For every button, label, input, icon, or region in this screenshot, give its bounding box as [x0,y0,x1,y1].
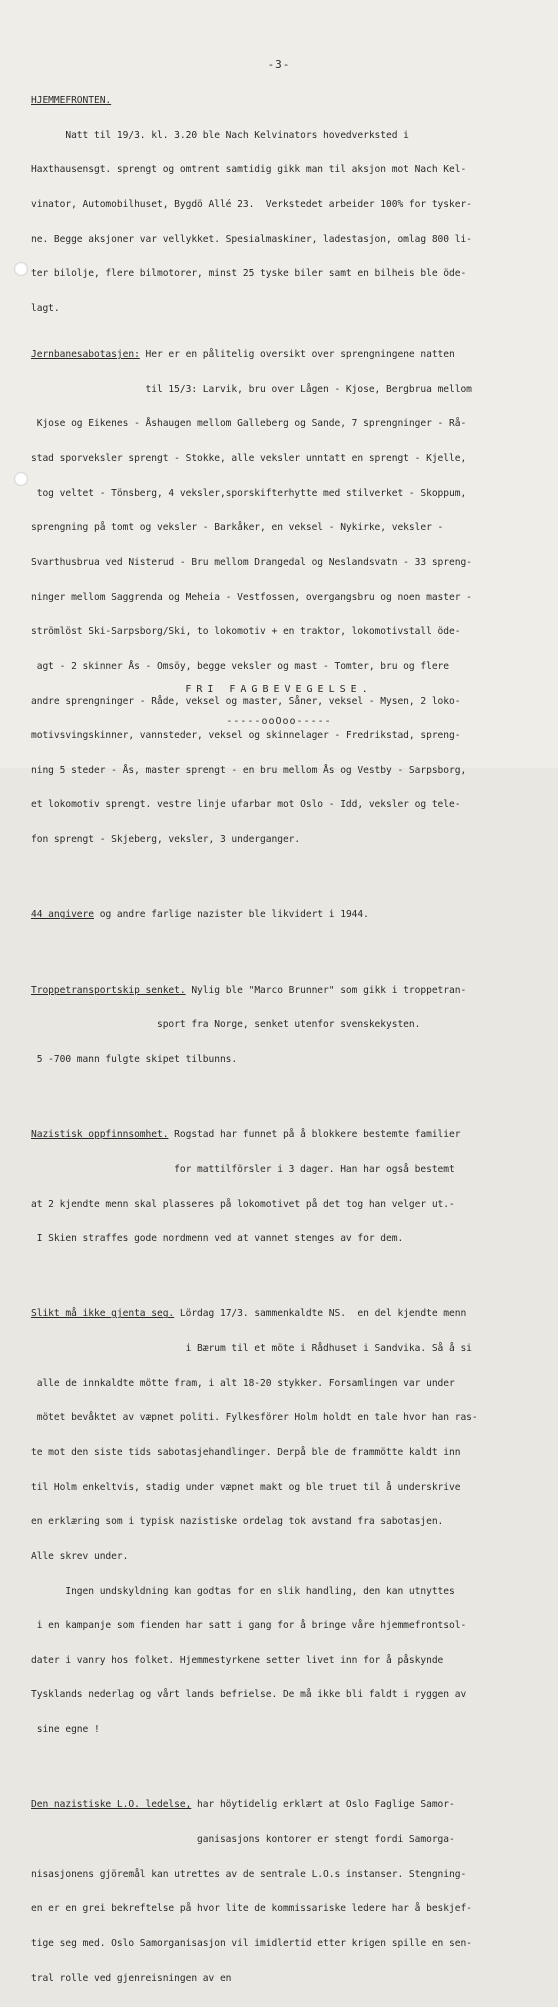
document-body [31,72,536,2007]
text-line: for mattilförsler i 3 dager. Han har også bestemt [31,1163,455,1175]
text-line: ning 5 steder - Ås, master sprengt - en bru mellom Ås og Vestby - Sarpsborg, [31,764,467,776]
text-line: i en kampanje som fienden har satt i gang for å bringe våre hjemmefrontsol- [31,1620,467,1632]
text-line: tige seg med. Oslo Samorganisasjon vil imidlertid etter krigen spille en sen- [31,1937,472,1949]
text-run: har höytidelig erklært at Oslo Faglige Samor- [191,1799,455,1811]
paragraph-first-line [31,909,536,921]
text-line: ter bilolje, flere bilmotorer, minst 25 tyske biler samt en bilheis ble öde- [31,268,467,280]
text-line: en er en grei bekreftelse på hvor lite de kommissariske ledere har å beskjef- [31,1903,472,1915]
text-line: dater i vanry hos folket. Hjemmestyrkene setter livet inn for å påskynde [31,1654,444,1666]
paragraph-first-line [31,1129,536,1141]
text-run: Lördag 17/3. sammenkaldte NS. en del kjendte menn [174,1308,467,1320]
text-line: andre sprengninger - Råde, veksel og master, Såner, veksel - Mysen, 2 loko- [31,695,461,707]
section-heading-lo-ledelse: Den nazistiske L.O. ledelse, [31,1799,192,1811]
text-line: vinator, Automobilhuset, Bygdö Allé 23. Verkstedet arbeider 100% for tysker- [31,199,472,211]
section-heading-hjemmefronten: HJEMMEFRONTEN. [31,95,112,107]
text-line: lagt. [31,302,60,314]
text-line: Tysklands nederlag og vårt lands befrielse. De må ikke bli faldt i ryggen av [31,1689,467,1701]
text-line: nisasjonens gjöremål kan utrettes av de sentrale L.O.s instanser. Stengning- [31,1868,467,1880]
text-line: fon sprengt - Skjeberg, veksler, 3 underganger. [31,834,301,846]
text-line: te mot den siste tids sabotasjehandlinger. Derpå ble de frammötte kaldt inn [31,1446,461,1458]
section-heading-jernbanesabotasjen: Jernbanesabotasjen: [31,349,140,361]
text-line: Alle skrev under. [31,1550,129,1562]
paragraph-first-line [31,985,536,997]
section-heading-troppetransportskip: Troppetransportskip senket. [31,984,186,996]
text-run: og andre farlige nazister ble likvidert i 1944. [94,909,369,921]
text-line: Kjose og Eikenes - Åshaugen mellom Galleberg og Sande, 7 sprengninger - Rå- [31,418,467,430]
text-line: Haxthausensgt. sprengt og omtrent samtidig gikk man til aksjon mot Nach Kel- [31,164,467,176]
text-run: Her er en pålitelig oversikt over sprengningene natten [139,349,455,361]
text-line: til Holm enkeltvis, stadig under væpnet makt og ble truet til å underskrive [31,1481,461,1493]
text-line: tral rolle ved gjenreisningen av en [31,1972,232,1984]
text-line: Natt til 19/3. kl. 3.20 ble Nach Kelvinators hovedverksted i [31,129,409,141]
paragraph-first-line [31,1799,536,1811]
text-line: ninger mellom Saggrenda og Meheia - Vestfossen, overgangsbru og noen master - [31,591,472,603]
text-line: strömlöst Ski-Sarpsborg/Ski, to lokomotiv + en traktor, lokomotivstall öde- [31,626,461,638]
text-line: 5 -700 mann fulgte skipet tilbunns. [31,1053,238,1065]
text-line: til 15/3: Larvik, bru over Lågen - Kjose, Bergbrua mellom [31,383,472,395]
text-line: ne. Begge aksjoner var vellykket. Spesialmaskiner, ladestasjon, omlag 800 li- [31,233,472,245]
closing-signature: FRI FAGBEVEGELSE. [185,684,373,695]
text-line: at 2 kjendte menn skal plasseres på lokomotivet på det tog han velger ut.- [31,1198,455,1210]
text-line: alle de innkaldte mötte fram, i alt 18-20 stykker. Forsamlingen var under [31,1377,455,1389]
punch-hole [14,262,28,276]
text-line: agt - 2 skinner Ås - Omsöy, begge veksler og mast - Tomter, bru og flere [31,660,449,672]
text-line: motivsvingskinner, vannsteder, veksel og skinnelager - Fredrikstad, spreng- [31,730,461,742]
text-line: Ingen undskyldning kan godtas for en slik handling, den kan utnyttes [31,1585,455,1597]
paragraph-first-line [31,349,536,361]
text-line: Svarthusbrua ved Nisterud - Bru mellom Drangedal og Neslandsvatn - 33 spreng- [31,556,472,568]
text-run: Rogstad har funnet på å blokkere bestemte familier [168,1129,461,1141]
text-line: et lokomotiv sprengt. vestre linje ufarbar mot Oslo - Idd, veksler og tele- [31,799,461,811]
end-separator: -----ooOoo----- [226,716,332,727]
paragraph-first-line [31,1308,536,1320]
punch-hole [14,472,28,486]
text-line: mötet bevåktet av væpnet politi. Fylkesförer Holm holdt en tale hvor han ras- [31,1412,478,1424]
section-heading-oppfinnsomhet: Nazistisk oppfinnsomhet. [31,1129,169,1141]
page-number: -3- [267,58,291,71]
text-line: i Bærum til et möte i Rådhuset i Sandvika. Så å si [31,1343,472,1355]
text-line: sprengning på tomt og veksler - Barkåker, en veksel - Nykirke, veksler - [31,522,444,534]
text-line: tog veltet - Tönsberg, 4 veksler,sporskifterhytte med stilverket - Skoppum, [31,487,467,499]
section-heading-angivere: 44 angivere [31,909,94,921]
text-run: Nylig ble "Marco Brunner" som gikk i troppetran- [185,984,467,996]
text-line: stad sporveksler sprengt - Stokke, alle veksler unntatt en sprengt - Kjelle, [31,453,467,465]
text-line: sine egne ! [31,1724,100,1736]
text-line: en erklæring som i typisk nazistiske ordelag tok avstand fra sabotasjen. [31,1516,444,1528]
text-line: sport fra Norge, senket utenfor svenskekysten. [31,1019,421,1031]
section-heading-slikt: Slikt må ikke gjenta seg. [31,1308,175,1320]
text-line: I Skien straffes gode nordmenn ved at vannet stenges av for dem. [31,1233,404,1245]
text-line: ganisasjons kontorer er stengt fordi Samorga- [31,1834,455,1846]
